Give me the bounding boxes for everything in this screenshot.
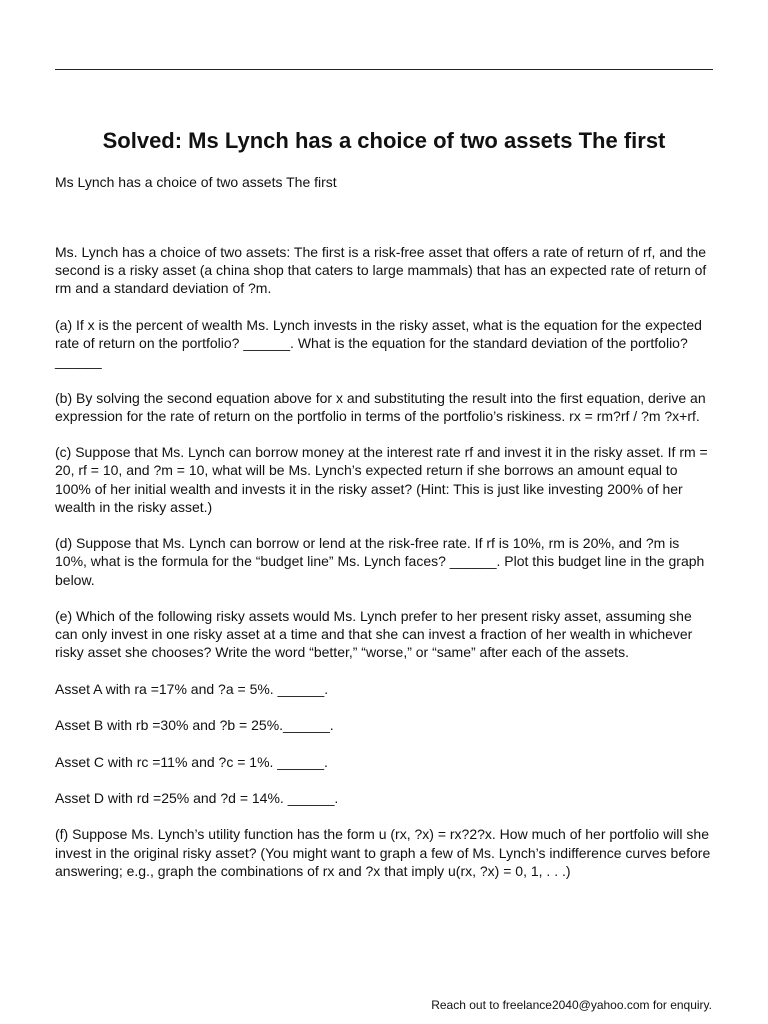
intro-paragraph: Ms. Lynch has a choice of two assets: The first is a risk-free asset that offers a rate of return of rf, and the second is a risky asset (a china shop that caters to large mammals) that has an expected rate of return of rm and a standard deviation of ?m. bbox=[55, 244, 707, 297]
document-body bbox=[55, 243, 715, 898]
question-e: (e) Which of the following risky assets would Ms. Lynch prefer to her present risky asset, assuming she can only invest in one risky asset at a time and that she can invest a fraction of her wealth in whichever risky asset she chooses? Write the word “better,” “worse,” or “same” after each of the assets. bbox=[55, 607, 693, 661]
footer-contact: Reach out to freelance2040@yahoo.com for enquiry. bbox=[431, 998, 712, 1012]
asset-d-line: Asset D with rd =25% and ?d = 14%. ______. bbox=[55, 789, 339, 806]
asset-b-line: Asset B with rb =30% and ?b = 25%.______. bbox=[55, 717, 334, 734]
page-subtitle: Ms Lynch has a choice of two assets The first bbox=[55, 174, 337, 190]
question-d: (d) Suppose that Ms. Lynch can borrow or lend at the risk-free rate. If rf is 10%, rm is 20%, and ?m is 10%, what is the formula for the “budget line” Ms. Lynch faces? ______. Plot this budget line in the graph below. bbox=[55, 535, 705, 588]
question-b: (b) By solving the second equation above for x and substituting the result into the first equation, derive an expression for the rate of return on the portfolio in terms of the portfolio’s riskiness. rx = rm?rf / ?m ?x+rf. bbox=[55, 389, 706, 424]
header-divider bbox=[55, 69, 713, 70]
question-a: (a) If x is the percent of wealth Ms. Lynch invests in the risky asset, what is the equation for the expected rate of return on the portfolio? ______. What is the equation for the standard deviation of the portfolio? ______ bbox=[55, 316, 702, 370]
asset-c-line: Asset C with rc =11% and ?c = 1%. ______. bbox=[55, 753, 328, 770]
asset-a-line: Asset A with ra =17% and ?a = 5%. ______. bbox=[55, 680, 329, 697]
question-c: (c) Suppose that Ms. Lynch can borrow money at the interest rate rf and invest it in the risky asset. If rm = 20, rf = 10, and ?m = 10, what will be Ms. Lynch’s expected return if she borrows an amount equal to 100% of her initial wealth and invests it in the risky asset? (Hint: This is just like investing 200% of her wealth in the risky asset.) bbox=[55, 444, 708, 515]
question-f: (f) Suppose Ms. Lynch’s utility function has the form u (rx, ?x) = rx?2?x. How much of her portfolio will she invest in the original risky asset? (You might want to graph a few of Ms. Lynch’s indifference curves before answering; e.g., graph the combinations of rx and ?x that imply u(rx, ?x) = 0, 1, . . .) bbox=[55, 826, 711, 879]
page-title: Solved: Ms Lynch has a choice of two assets The first bbox=[102, 128, 666, 153]
